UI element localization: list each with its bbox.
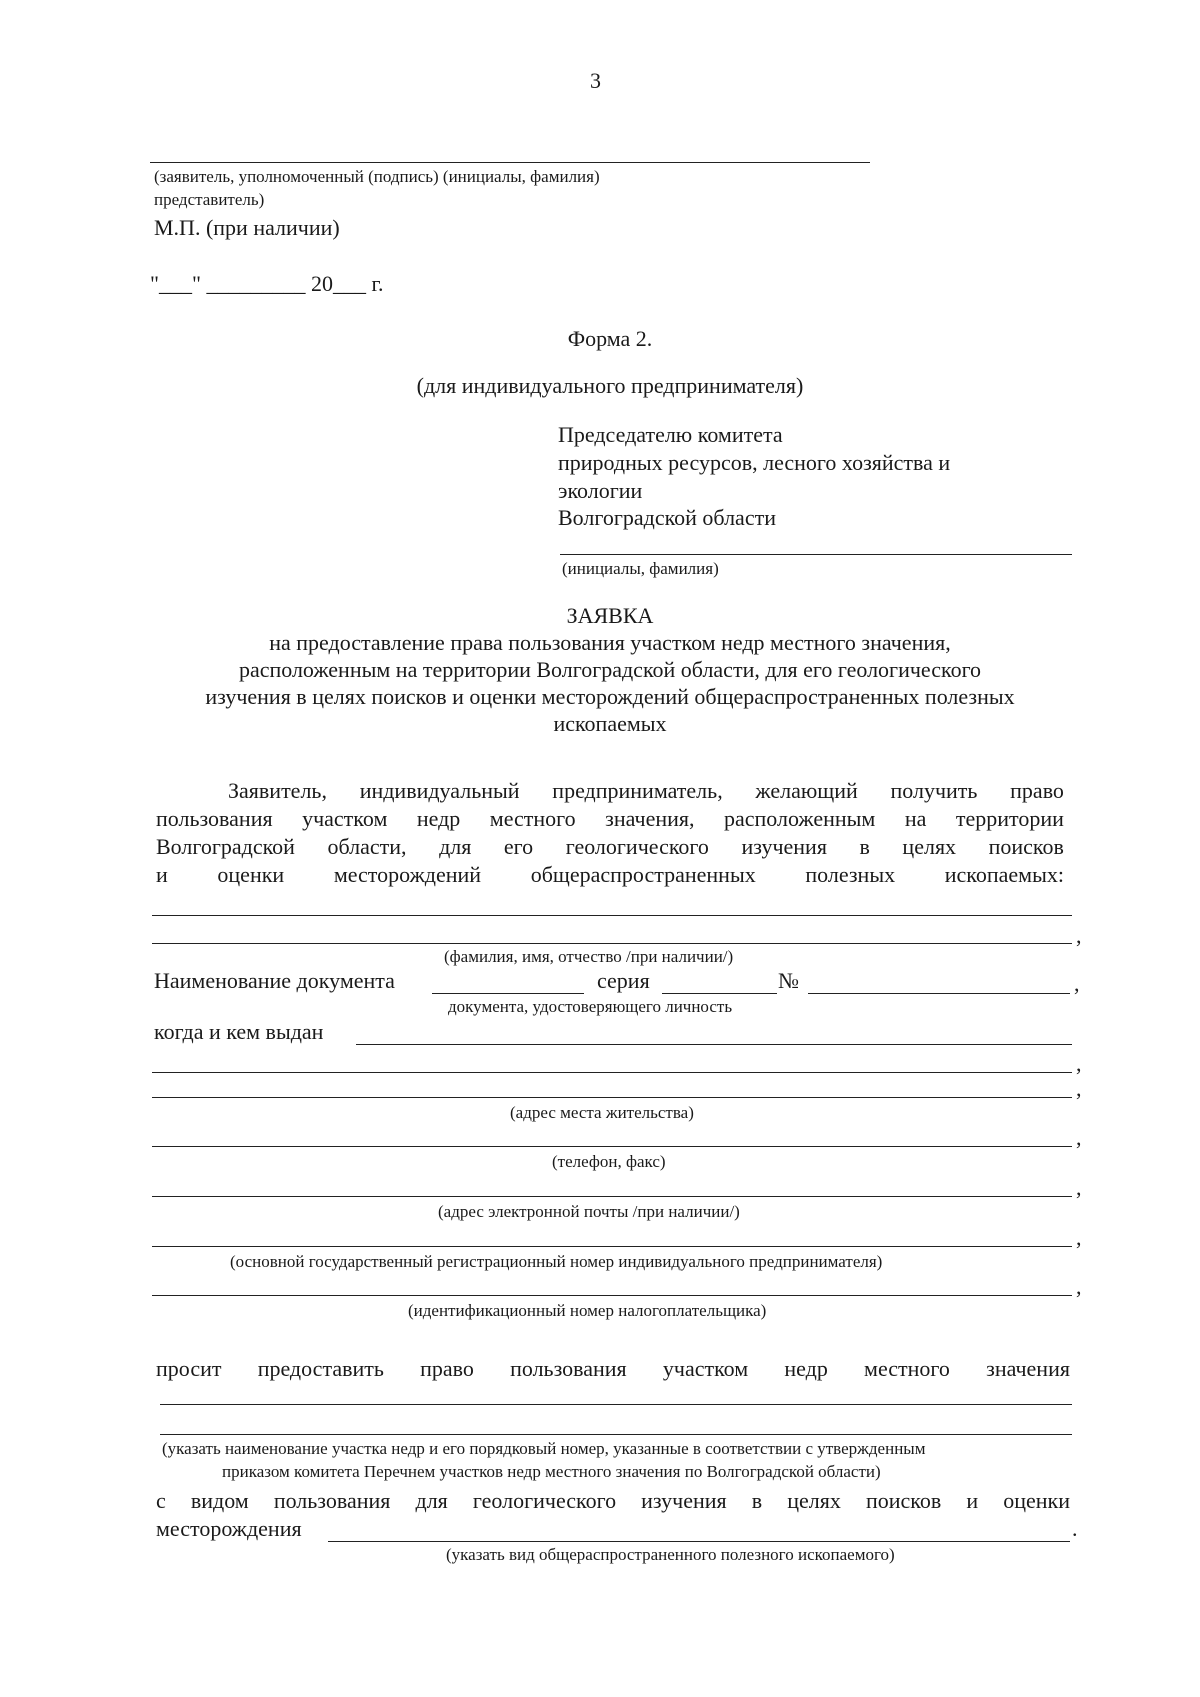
body-line-3 — [156, 836, 1064, 858]
word: желающий — [755, 778, 858, 803]
deposit-label: месторождения — [156, 1516, 302, 1541]
signature-captions: (заявитель, уполномоченный (подпись) (инициалы, фамилия) — [154, 167, 600, 186]
form-title: Форма 2. — [567, 326, 653, 351]
word: целях — [902, 834, 957, 859]
word: местного — [489, 806, 576, 831]
application-heading: ЗАЯВКА — [566, 603, 654, 628]
phone-caption: (телефон, факс) — [552, 1152, 666, 1171]
fio-line-1[interactable] — [152, 915, 1072, 916]
word: просит — [156, 1356, 222, 1381]
application-title-line-4: ископаемых — [553, 711, 667, 736]
issued-line-1[interactable] — [356, 1044, 1072, 1045]
issued-label: когда и кем выдан — [154, 1019, 324, 1044]
word: значения — [986, 1356, 1070, 1381]
request-plot-line-2[interactable] — [160, 1434, 1072, 1435]
word: изучения — [741, 834, 827, 859]
deposit-caption: (указать вид общераспространенного полезного ископаемого) — [446, 1545, 895, 1564]
phone-line[interactable] — [152, 1146, 1072, 1147]
document-series-line[interactable] — [662, 993, 777, 994]
signature-captions-line2: представитель) — [154, 190, 265, 209]
word: пользования — [273, 1488, 391, 1513]
fio-line-2[interactable] — [152, 943, 1072, 944]
word: полезных — [805, 862, 896, 887]
body-line-4 — [156, 864, 1064, 886]
addressee-line-4: Волгоградской области — [558, 505, 776, 530]
stamp-label: М.П. (при наличии) — [154, 215, 340, 240]
deposit-line[interactable] — [328, 1541, 1070, 1542]
word: видом — [190, 1488, 249, 1513]
document-comma: , — [1074, 971, 1080, 996]
document-label: Наименование документа — [154, 968, 395, 993]
word: поисков — [865, 1488, 942, 1513]
application-title-line-2: расположенным на территории Волгоградской области, для его геологического — [238, 657, 982, 682]
word: оценки — [1003, 1488, 1070, 1513]
document-name-line[interactable] — [432, 993, 584, 994]
request-caption-1: (указать наименование участка недр и его порядковый номер, указанные в соответствии с утвержденным — [162, 1439, 926, 1458]
email-comma: , — [1076, 1175, 1082, 1200]
phone-comma: , — [1076, 1125, 1082, 1150]
address-line[interactable] — [152, 1097, 1072, 1098]
ogrnip-caption: (основной государственный регистрационный номер индивидуального предпринимателя) — [230, 1252, 883, 1271]
ogrnip-line[interactable] — [152, 1246, 1072, 1247]
purpose-line — [156, 1490, 1070, 1512]
inn-line[interactable] — [152, 1295, 1072, 1296]
word: местного — [864, 1356, 950, 1381]
word: с — [156, 1488, 166, 1513]
word: общераспространенных — [530, 862, 756, 887]
deposit-end: . — [1072, 1516, 1078, 1541]
document-number-label: № — [778, 968, 799, 993]
request-line — [156, 1358, 1070, 1380]
issued-comma: , — [1076, 1051, 1082, 1076]
word: геологического — [565, 834, 709, 859]
application-title-line-3: изучения в целях поисков и оценки месторождений общераспространенных полезных — [205, 684, 1015, 709]
word: оценки — [217, 862, 285, 887]
inn-caption: (идентификационный номер налогоплательщика) — [408, 1301, 767, 1320]
word: пользования — [510, 1356, 627, 1381]
addressee-name-line[interactable] — [560, 554, 1072, 555]
addressee-line-3: экологии — [558, 478, 643, 503]
email-line[interactable] — [152, 1196, 1072, 1197]
word: значения, — [605, 806, 695, 831]
body-line-2 — [156, 808, 1064, 830]
word: недр — [416, 806, 461, 831]
email-caption: (адрес электронной почты /при наличии/) — [438, 1202, 740, 1221]
request-plot-line-1[interactable] — [160, 1404, 1072, 1405]
word: области, — [327, 834, 407, 859]
document-series-label: серия — [597, 968, 650, 993]
word: геологического — [472, 1488, 617, 1513]
word: и — [156, 862, 168, 887]
body-line-1 — [228, 780, 1064, 802]
word: расположенным — [723, 806, 876, 831]
word: участком — [302, 806, 388, 831]
word: Волгоградской — [156, 834, 295, 859]
ogrnip-comma: , — [1076, 1225, 1082, 1250]
word: изучения — [641, 1488, 727, 1513]
addressee-line-1: Председателю комитета — [558, 422, 783, 447]
fio-comma: , — [1076, 923, 1082, 948]
document-caption: документа, удостоверяющего личность — [448, 997, 733, 1016]
word: поисков — [988, 834, 1064, 859]
word: в — [751, 1488, 763, 1513]
word: его — [503, 834, 534, 859]
word: территории — [955, 806, 1064, 831]
date-line[interactable]: "___" _________ 20___ г. — [150, 271, 384, 296]
word: и — [966, 1488, 979, 1513]
word: ископаемых: — [944, 862, 1064, 887]
word: целях — [787, 1488, 841, 1513]
word: пользования — [156, 806, 273, 831]
word: предоставить — [257, 1356, 384, 1381]
address-comma: , — [1076, 1076, 1082, 1101]
word: право — [420, 1356, 474, 1381]
word: Заявитель, — [228, 778, 327, 803]
addressee-caption: (инициалы, фамилия) — [562, 559, 719, 578]
word: предприниматель, — [552, 778, 723, 803]
word: индивидуальный — [359, 778, 520, 803]
word: для — [439, 834, 472, 859]
form-subtitle: (для индивидуального предпринимателя) — [416, 373, 804, 398]
addressee-line-2: природных ресурсов, лесного хозяйства и — [558, 450, 951, 475]
request-caption-2: приказом комитета Перечнем участков недр местного значения по Волгоградской области) — [222, 1462, 881, 1481]
word: для — [415, 1488, 448, 1513]
signature-line[interactable] — [150, 162, 870, 163]
word: месторождений — [333, 862, 482, 887]
word: право — [1010, 778, 1064, 803]
document-number-line[interactable] — [808, 993, 1070, 994]
fio-caption: (фамилия, имя, отчество /при наличии/) — [444, 947, 734, 966]
word: на — [904, 806, 927, 831]
address-caption: (адрес места жительства) — [510, 1103, 694, 1122]
word: участком — [662, 1356, 749, 1381]
issued-line-2[interactable] — [152, 1072, 1072, 1073]
application-title-line-1: на предоставление права пользования участком недр местного значения, — [269, 630, 951, 655]
inn-comma: , — [1076, 1274, 1082, 1299]
word: получить — [890, 778, 978, 803]
page-number: 3 — [590, 68, 601, 93]
word: недр — [784, 1356, 828, 1381]
word: в — [859, 834, 870, 859]
